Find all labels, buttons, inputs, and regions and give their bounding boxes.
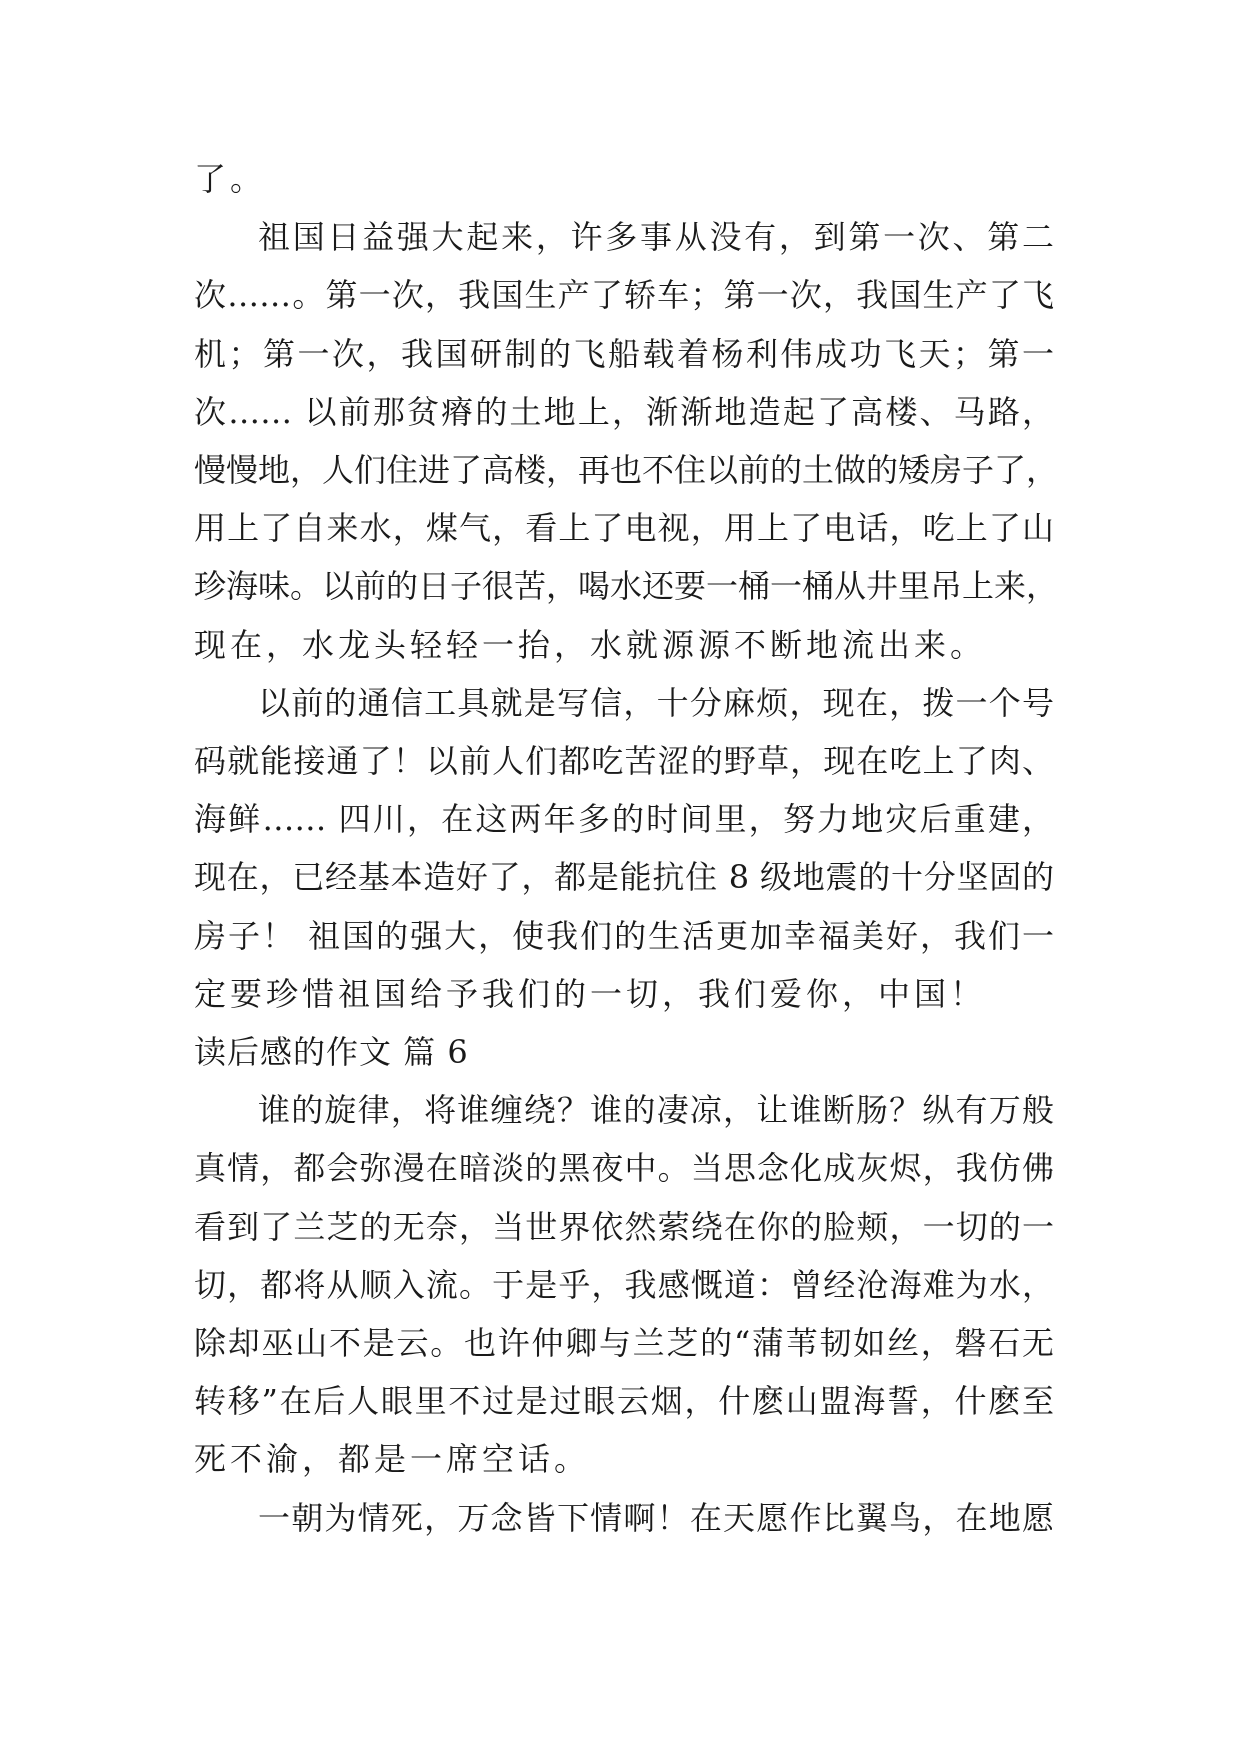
text-line: 机；第一次，我国研制的飞船载着杨利伟成功飞天；第一 [194,334,1054,373]
text-line: 定要珍惜祖国给予我们的一切，我们爱你，中国！ [194,974,987,1013]
text-line: 了。 [194,160,267,198]
text-line: 海鲜…… 四川，在这两年多的时间里，努力地灾后重建， [194,800,1054,839]
text-line: 次……。第一次，我国生产了轿车；第一次，我国生产了飞 [194,276,1054,315]
text-line: 慢慢地，人们住进了高楼，再也不住以前的土做的矮房子了， [194,451,1059,489]
text-line: 一朝为情死，万念皆下情啊！在天愿作比翼鸟，在地愿 [258,1498,1054,1537]
text-line: 码就能接通了！以前人们都吃苦涩的野草，现在吃上了肉、 [194,742,1054,780]
text-line: 次…… 以前那贫瘠的土地上，渐渐地造起了高楼、马路， [194,392,1054,431]
text-line: 转移”在后人眼里不过是过眼云烟，什麽山盟海誓，什麽至 [194,1382,1054,1421]
text-line: 现在，已经基本造好了，都是能抗住 8 级地震的十分坚固的 [194,858,1054,897]
section-heading: 读后感的作文 篇 6 [194,1033,469,1071]
text-line: 用上了自来水，煤气，看上了电视，用上了电话，吃上了山 [194,509,1054,548]
text-line: 死不渝，都是一席空话。 [194,1440,591,1479]
text-line: 切，都将从顺入流。于是乎，我感慨道：曾经沧海难为水， [194,1265,1054,1304]
text-line: 谁的旋律，将谁缠绕？谁的凄凉，让谁断肠？纵有万般 [258,1091,1054,1130]
text-line: 祖国日益强大起来，许多事从没有，到第一次、第二 [258,218,1054,257]
text-line: 以前的通信工具就是写信，十分麻烦，现在，拨一个号 [258,683,1054,722]
text-line: 看到了兰芝的无奈，当世界依然萦绕在你的脸颊，一切的一 [194,1207,1054,1246]
text-line: 珍海味。以前的日子很苦，喝水还要一桶一桶从井里吊上来， [194,567,1059,606]
text-line: 真情，都会弥漫在暗淡的黑夜中。当思念化成灰烬，我仿佛 [194,1149,1054,1188]
text-line: 房子！ 祖国的强大，使我们的生活更加幸福美好，我们一 [194,916,1054,955]
text-line: 除却巫山不是云。也许仲卿与兰芝的“蒲苇韧如丝，磐石无 [194,1324,1054,1362]
text-line: 现在，水龙头轻轻一抬，水就源源不断地流出来。 [194,625,987,664]
